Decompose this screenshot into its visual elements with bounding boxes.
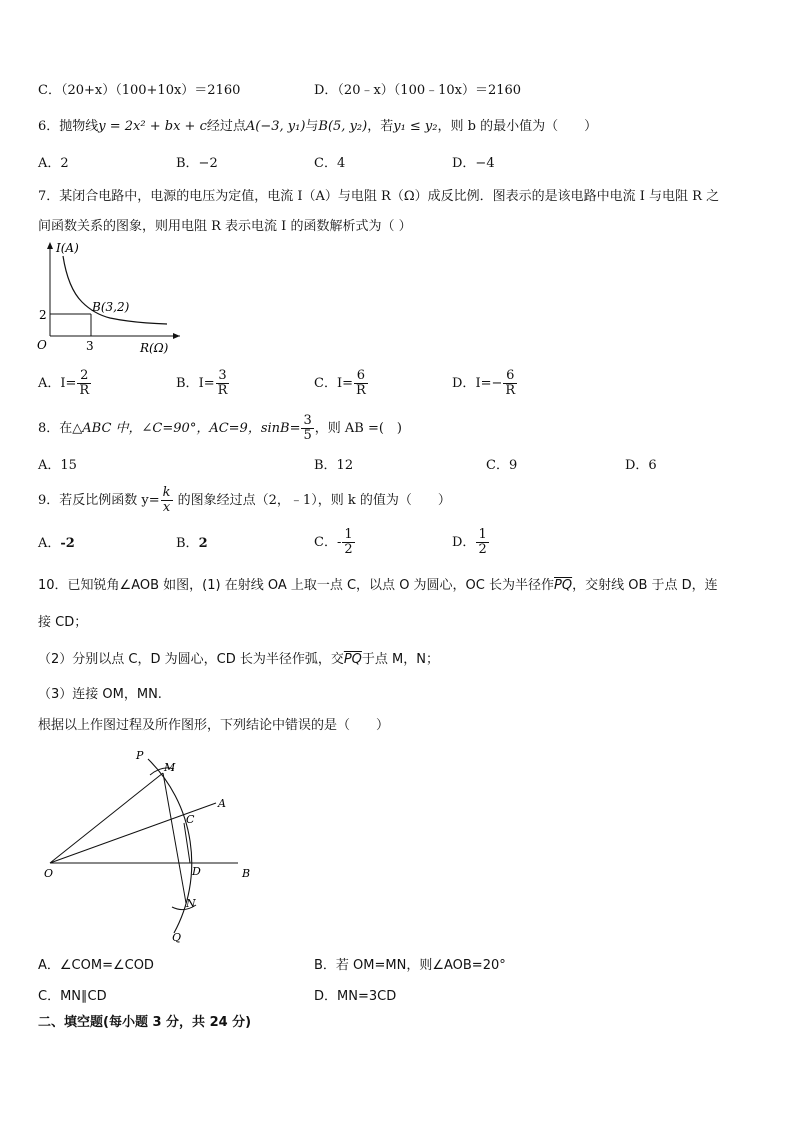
question-6 xyxy=(38,118,597,136)
q7-option-c-fraction xyxy=(354,369,368,398)
q7-option-b-num: 3 xyxy=(216,369,230,384)
q9-suffix: 的图象经过点（2，﹣1），则 k 的值为（ ） xyxy=(173,493,451,508)
q9-option-c-fraction xyxy=(342,528,354,557)
q10-arc-pq-2: $\overline{PQ}$ xyxy=(343,652,362,667)
q10-label-p: P xyxy=(136,749,144,762)
q10-line-3a-text: （2）分别以点 C，D 为圆心，CD 长为半径作弧，交 xyxy=(38,652,344,667)
q10-line-1-text: 10．已知锐角∠AOB 如图，(1) 在射线 OA 上取一点 C，以点 O 为圆心，OC 长为半径作 xyxy=(38,578,555,593)
q10-line-1 xyxy=(38,577,718,595)
q10-line-1b-text: ，交射线 OB 于点 D，连 xyxy=(572,578,718,593)
q8-condition: △ABC 中，∠C=90°，AC=9，sinB= xyxy=(72,421,301,436)
q6-condition: y₁ ≤ y₂ xyxy=(393,119,438,134)
q7-option-a-den: R xyxy=(79,383,90,398)
q6-mid1: 经过点 xyxy=(206,119,246,134)
q10-line-5: 根据以上作图过程及所作图形，下列结论中错误的是（ ） xyxy=(38,718,390,733)
q7-line-2: 间函数关系的图象，则用电阻 R 表示电流 I 的函数解析式为（ ） xyxy=(38,219,412,234)
q7-option-a-lhs: I= xyxy=(60,376,77,391)
q8-num: 3 xyxy=(303,413,312,428)
q7-ylabel: I(A) xyxy=(56,241,79,255)
q10-label-m: M xyxy=(164,761,176,774)
q8-option-a: A．15 xyxy=(38,458,77,473)
q6-mid2: 与 xyxy=(305,119,319,134)
q10-label-n: N xyxy=(186,897,196,910)
q7-option-a-fraction xyxy=(77,369,91,398)
q9-option-a xyxy=(38,535,75,553)
q7-y-arrow xyxy=(47,242,53,249)
q7-point-b-label: B(3,2) xyxy=(92,300,130,314)
q8-fraction xyxy=(301,414,313,443)
q9-fraction xyxy=(161,486,173,515)
q8-suffix: ，则 AB =( ) xyxy=(314,421,402,436)
q10-label-b: B xyxy=(242,867,251,880)
q6-prefix: 6．抛物线 xyxy=(38,119,99,134)
question-8 xyxy=(38,414,402,443)
q9-option-b xyxy=(176,535,208,553)
q6-option-d: D．−4 xyxy=(452,156,495,171)
q10-label-a: A xyxy=(218,797,226,810)
q7-tick-x: 3 xyxy=(86,339,94,353)
q9-option-c-den: 2 xyxy=(344,542,353,557)
q9-num: k xyxy=(162,485,171,500)
q8-option-c: C．9 xyxy=(486,458,518,473)
q10-line-4: （3）连接 OM，MN. xyxy=(38,687,162,702)
q10-label-c: C xyxy=(186,813,195,826)
q7-option-a-num: 2 xyxy=(77,369,91,384)
q10-segment-mn xyxy=(163,773,186,903)
q7-option-d-lhs: I= xyxy=(475,376,492,391)
q7-option-d xyxy=(452,369,518,398)
q9-option-b-label: B． xyxy=(176,536,199,551)
q9-option-c-neg: - xyxy=(336,535,342,550)
q10-line-3b-text: 于点 M，N； xyxy=(361,652,439,667)
q7-graph xyxy=(34,238,184,360)
q10-figure xyxy=(38,745,258,945)
q9-option-a-label: A． xyxy=(38,536,61,551)
q7-origin: O xyxy=(37,338,47,352)
q7-option-b-fraction xyxy=(216,369,230,398)
q6-suffix: ，则 b 的最小值为（ ） xyxy=(437,119,598,134)
q10-line-2: 接 CD； xyxy=(38,615,88,630)
q9-option-d-fraction xyxy=(476,528,488,557)
q7-option-d-neg: − xyxy=(491,376,503,391)
q8-den: 5 xyxy=(303,428,312,443)
q10-option-c: C．MN∥CD xyxy=(38,989,107,1004)
q8-prefix: 8．在 xyxy=(38,421,73,436)
q10-label-d: D xyxy=(192,865,201,878)
q5-option-d: D．（20﹣x）（100﹣10x）＝2160 xyxy=(314,83,522,98)
q6-formula: y = 2x² + bx + c xyxy=(98,119,207,134)
q7-option-d-den: R xyxy=(505,383,516,398)
q7-option-b-label: B． xyxy=(176,376,199,391)
q7-option-d-label: D． xyxy=(452,376,476,391)
q6-point-a: A(−3, y₁) xyxy=(245,119,306,134)
q9-option-d-label: D． xyxy=(452,535,476,550)
q6-option-b: B．−2 xyxy=(176,156,218,171)
q10-label-o: O xyxy=(44,867,54,880)
q9-option-b-value: 2 xyxy=(198,536,208,551)
q7-option-c-label: C． xyxy=(314,376,337,391)
q10-arc-pq: $\overline{PQ}$ xyxy=(554,578,573,593)
q10-segment-cd xyxy=(184,823,190,863)
question-9 xyxy=(38,486,451,515)
q10-option-a: A．∠COM=∠COD xyxy=(38,958,154,973)
q7-option-c-lhs: I= xyxy=(336,376,353,391)
q10-line-3 xyxy=(38,651,439,669)
q9-option-d-den: 2 xyxy=(478,542,487,557)
q7-option-a-label: A． xyxy=(38,376,61,391)
q7-option-b xyxy=(176,369,230,398)
q9-option-c-num: 1 xyxy=(344,527,353,542)
q9-option-c xyxy=(314,528,356,557)
q7-x-arrow xyxy=(173,333,180,339)
q9-option-d xyxy=(452,528,490,557)
q7-line-1: 7．某闭合电路中，电源的电压为定值，电流 I（A）与电阻 R（Ω）成反比例．图表示的是该电路中电流 I 与电阻 R 之 xyxy=(38,189,720,204)
q7-xlabel: R(Ω) xyxy=(140,341,169,355)
q10-option-d: D．MN=3CD xyxy=(314,989,397,1004)
q8-option-b: B．12 xyxy=(314,458,354,473)
q6-mid3: ，若 xyxy=(367,119,394,134)
q7-option-c-den: R xyxy=(355,383,366,398)
q10-label-q: Q xyxy=(172,931,182,944)
q9-prefix: 9．若反比例函数 y= xyxy=(38,493,160,508)
q7-option-c-num: 6 xyxy=(354,369,368,384)
q6-option-a: A．2 xyxy=(38,156,69,171)
q9-option-c-label: C． xyxy=(314,535,337,550)
q10-option-b: B．若 OM=MN，则∠AOB=20° xyxy=(314,958,506,973)
q6-option-c: C．4 xyxy=(314,156,346,171)
q7-option-d-num: 6 xyxy=(503,369,517,384)
section-2-heading: 二、填空题(每小题 3 分，共 24 分) xyxy=(38,1015,252,1030)
q7-option-b-den: R xyxy=(217,383,228,398)
q10-segment-om xyxy=(50,773,163,863)
q9-option-d-num: 1 xyxy=(478,527,487,542)
q7-option-a xyxy=(38,369,92,398)
q5-option-c: C．（20+x）（100+10x）＝2160 xyxy=(38,83,241,98)
q8-option-d: D．6 xyxy=(625,458,657,473)
q9-den: x xyxy=(162,500,171,515)
q7-option-b-lhs: I= xyxy=(198,376,215,391)
q7-tick-y: 2 xyxy=(39,308,47,322)
q9-option-a-value: -2 xyxy=(60,536,75,551)
q6-point-b: B(5, y₂) xyxy=(318,119,368,134)
q7-option-d-fraction xyxy=(503,369,517,398)
q7-option-c xyxy=(314,369,369,398)
